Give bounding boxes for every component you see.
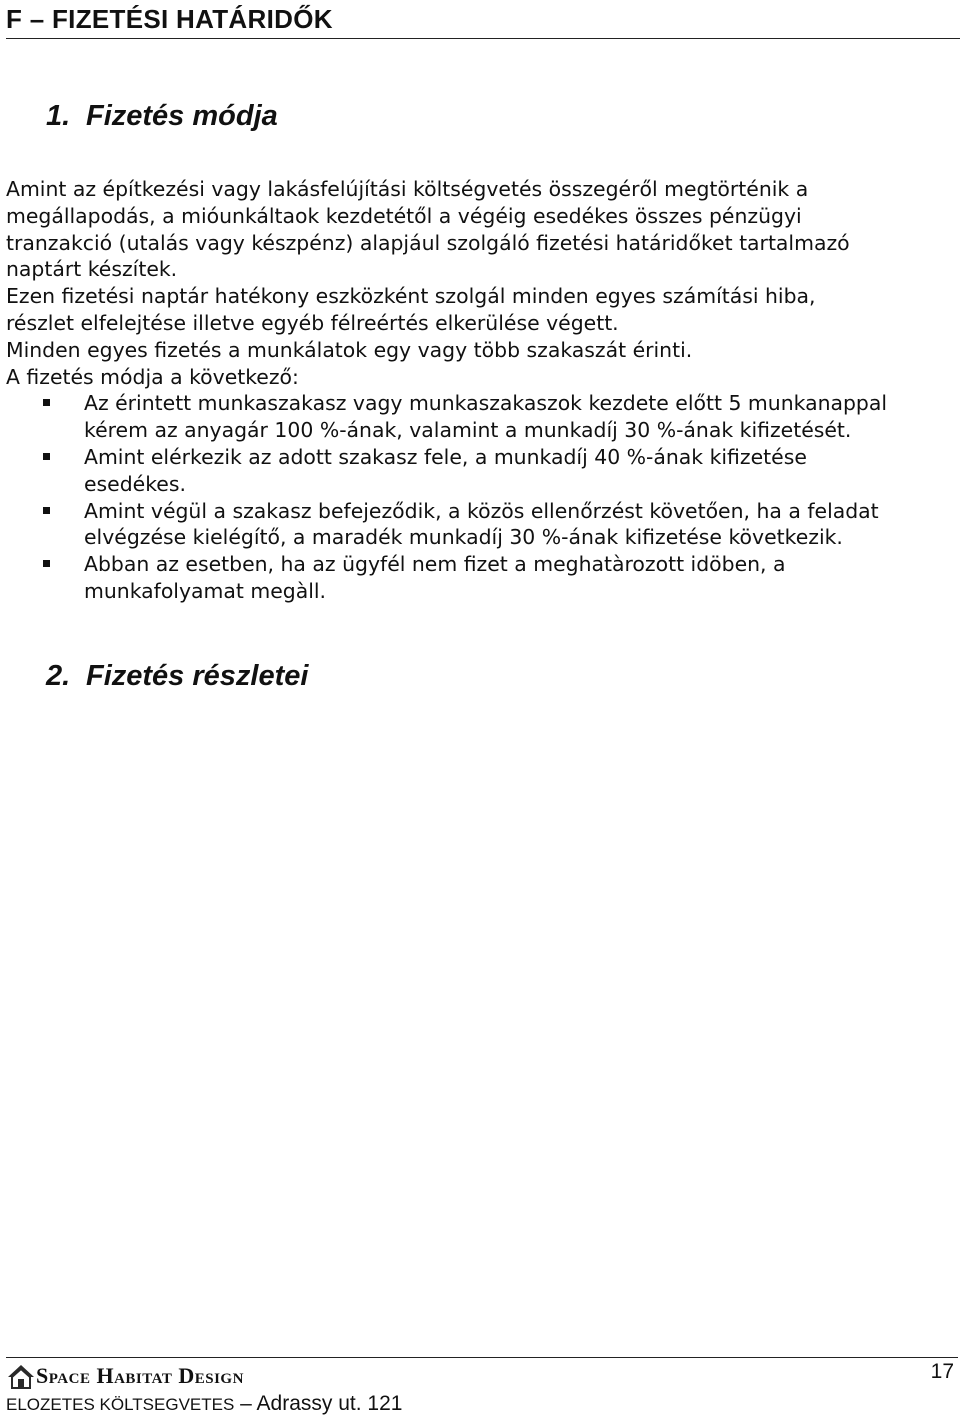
intro-line: tranzakció (utalás vagy készpénz) alapjául szolgáló fizetési határidőket tartalmazó [6,230,850,255]
page-title: F – FIZETÉSI HATÁRIDŐK [6,4,333,34]
square-bullet-icon [43,507,50,514]
list-item-line: Amint végül a szakasz befejeződik, a közös ellenőrzést követően, ha a feladat [84,498,879,523]
company-name: Space Habitat Design [36,1363,244,1388]
intro-line: naptárt készítek. [6,257,178,282]
list-item-line: Abban az esetben, ha az ügyfél nem fizet a meghatàrozott idöben, a [84,552,786,577]
page-header [6,2,960,39]
section-title: Fizetés módja [86,100,278,132]
footer-document-line [6,1392,402,1416]
square-bullet-icon [43,399,50,406]
section-heading-1 [46,100,278,133]
list-item-line: Amint elérkezik az adott szakasz fele, a munkadíj 40 %-ának kifizetése [84,444,807,469]
intro-line: Amint az építkezési vagy lakásfelújítási költségvetés összegéről megtörténik a [6,177,809,201]
list-item [6,444,958,498]
document-label: ELOZETES KÖLTSEGVETES [6,1395,235,1414]
footer-dash: – [234,1392,257,1415]
section-number: 2. [46,660,71,692]
list-item [6,390,958,444]
page-number: 17 [930,1360,954,1383]
list-item-line: Az érintett munkaszakasz vagy munkaszakaszok kezdete előtt 5 munkanappal [84,391,888,416]
payment-method-list [6,390,958,604]
method-intro: A fizetés módja a következő: [6,364,299,389]
list-item-line: munkafolyamat megàll. [84,578,327,603]
document-body [6,176,958,605]
intro-line: megállapodás, a mióunkáltaok kezdetétől a végéig esedékes összes pénzügyi [6,203,802,228]
purpose-line: Ezen fizetési naptár hatékony eszközként szolgál minden egyes számítási hiba, [6,284,816,309]
list-item-line: elvégzése kielégítő, a maradék munkadíj 30 %-ának kifizetése következik. [84,525,843,550]
stages-line: Minden egyes fizetés a munkálatok egy vagy több szakaszát érinti. [6,337,693,362]
square-bullet-icon [43,453,50,460]
list-item-line: kérem az anyagár 100 %-ának, valamint a munkadíj 30 %-ának kifizetését. [84,418,852,443]
section-heading-2 [46,660,308,693]
section-number: 1. [46,100,71,132]
page-footer [6,1357,958,1421]
list-item [6,498,958,552]
list-item-line: esedékes. [84,471,186,496]
square-bullet-icon [43,560,50,567]
purpose-line: részlet elfelejtése illetve egyéb félreértés elkerülése végett. [6,310,619,335]
footer-address: Adrassy ut. 121 [256,1392,403,1415]
list-item [6,551,958,605]
house-logo-icon [6,1361,36,1391]
section-title: Fizetés részletei [86,660,309,692]
